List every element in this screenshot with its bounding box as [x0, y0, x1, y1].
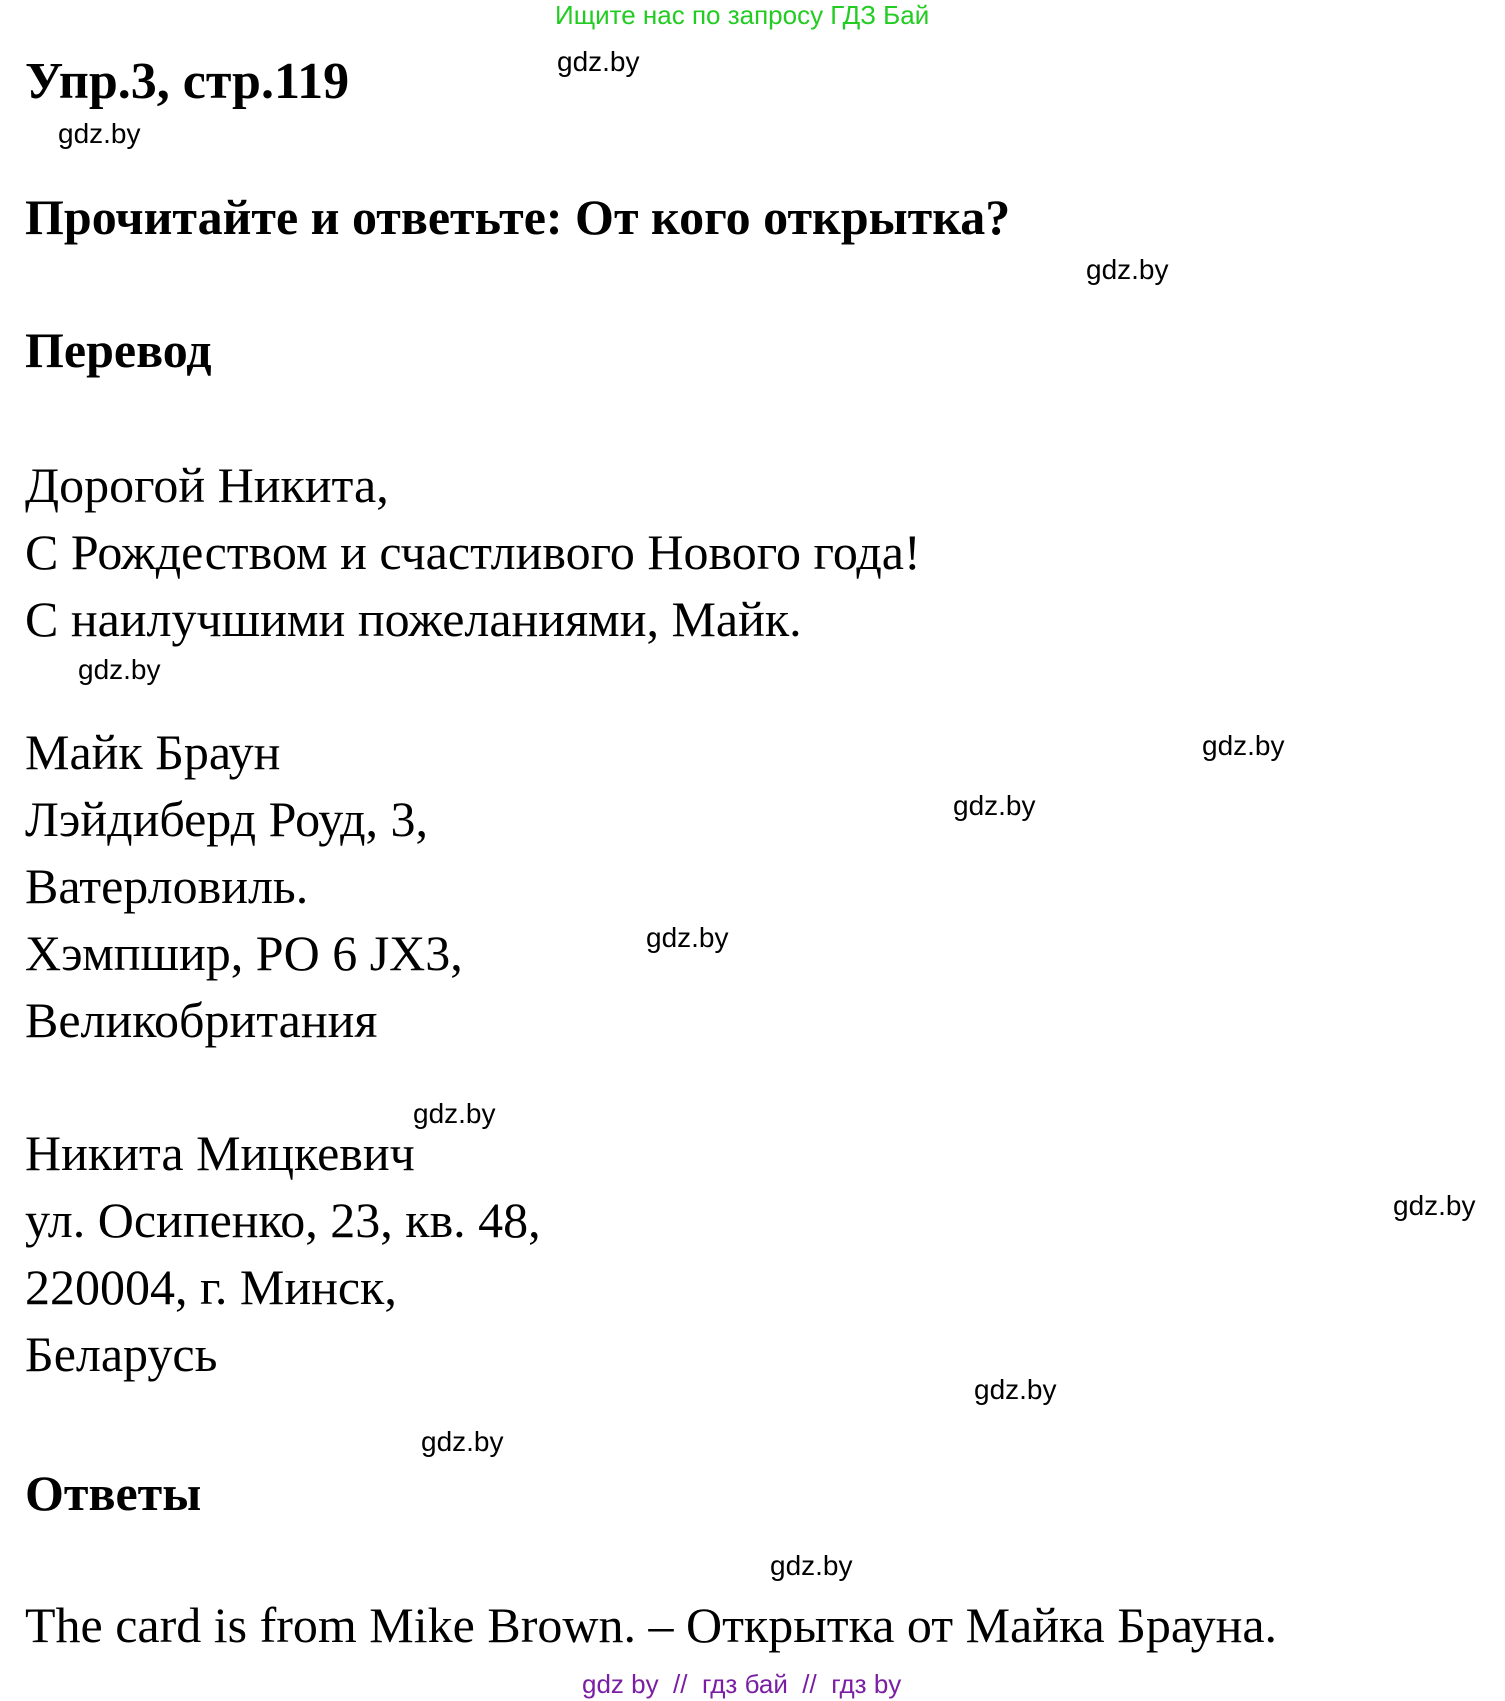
top-banner: Ищите нас по запросу ГДЗ Бай: [555, 0, 930, 30]
address-line: Майк Браун: [25, 724, 281, 780]
address-line: Никита Мицкевич: [25, 1125, 415, 1181]
letter-line: С Рождеством и счастливого Нового года!: [25, 524, 921, 580]
watermark: gdz.by: [557, 46, 640, 77]
watermark: gdz.by: [1086, 254, 1169, 285]
translation-heading: Перевод: [25, 322, 212, 378]
watermark: gdz.by: [770, 1550, 853, 1581]
task-heading: Прочитайте и ответьте: От кого открытка?: [25, 189, 1011, 245]
address-line: Хэмпшир, PO 6 JX3,: [25, 925, 463, 981]
exercise-title: Упр.3, стр.119: [25, 53, 350, 110]
watermark: gdz.by: [1393, 1190, 1476, 1221]
address-line: Ватерловиль.: [25, 858, 309, 914]
answer-text: The card is from Mike Brown. – Открытка от Майка Брауна.: [25, 1597, 1278, 1653]
watermark: gdz.by: [953, 790, 1036, 821]
footer-watermark: gdz by // гдз бай // гдз by: [582, 1669, 902, 1699]
answers-heading: Ответы: [25, 1465, 202, 1521]
address-line: Великобритания: [25, 992, 378, 1048]
watermark: gdz.by: [58, 118, 141, 149]
address-line: 220004, г. Минск,: [25, 1259, 397, 1315]
watermark: gdz.by: [1202, 730, 1285, 761]
watermark: gdz.by: [421, 1426, 504, 1457]
address-line: ул. Осипенко, 23, кв. 48,: [25, 1192, 541, 1248]
letter-line: Дорогой Никита,: [25, 457, 389, 513]
watermark: gdz.by: [78, 654, 161, 685]
address-line: Лэйдиберд Роуд, 3,: [25, 791, 429, 847]
address-line: Беларусь: [25, 1326, 218, 1382]
watermark: gdz.by: [646, 922, 729, 953]
letter-line: С наилучшими пожеланиями, Майк.: [25, 591, 802, 647]
watermark: gdz.by: [974, 1374, 1057, 1405]
watermark: gdz.by: [413, 1098, 496, 1129]
